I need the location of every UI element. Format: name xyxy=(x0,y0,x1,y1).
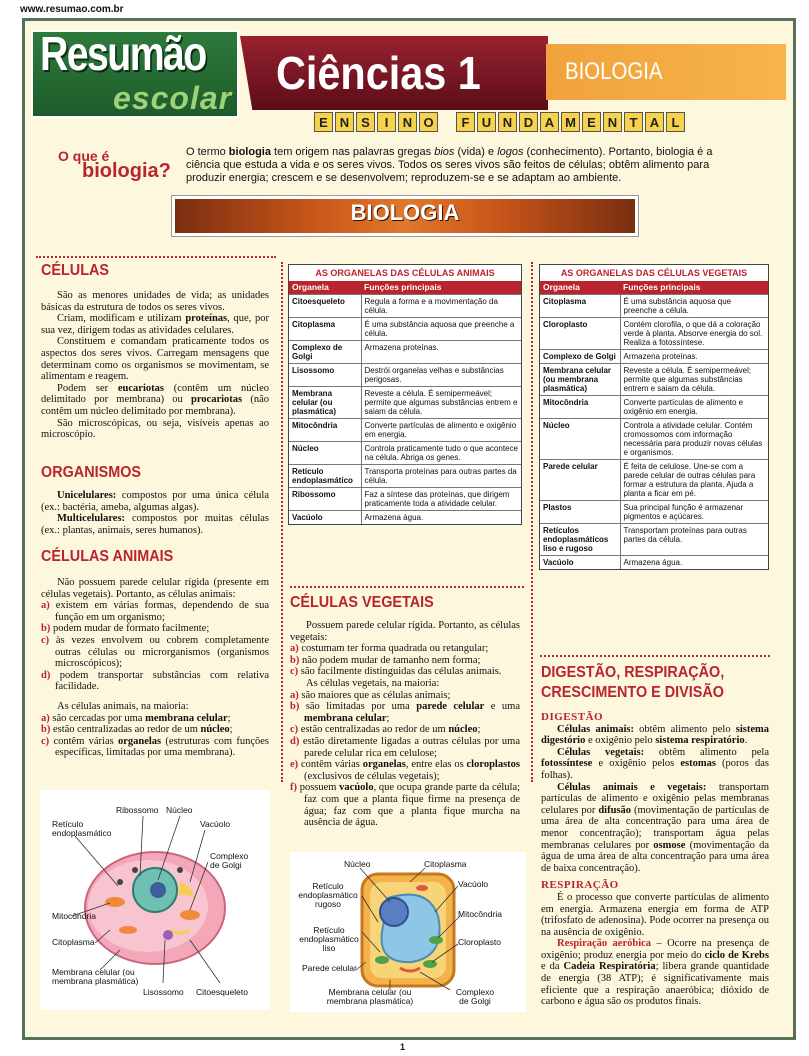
top-divider xyxy=(36,256,276,258)
letter-tile: E xyxy=(582,112,601,132)
diagram-label: Núcleo xyxy=(344,859,371,869)
heading-organismos: ORGANISMOS xyxy=(41,464,142,481)
letter-tile: D xyxy=(519,112,538,132)
list-item: e) contêm várias organelas, entre elas os cloroplastos (exclusivos de células vegetais); xyxy=(290,759,520,782)
list-item: a) são cercadas por uma membrana celular; xyxy=(41,712,231,724)
letter-tile: M xyxy=(561,112,580,132)
diagram-label: Membrana celular (ou membrana plasmática) xyxy=(326,987,414,1006)
diagram-label: Complexo de Golgi xyxy=(210,851,249,870)
column-divider xyxy=(531,262,533,782)
diagram-label: Citoesqueleto xyxy=(196,987,248,997)
celulas-vegetais-text: Possuem parede celular rígida. Portanto, as células vegetais: a) costumam ter forma quadrada ou retangular; b) não podem mudar de tamanho nem forma; c) são facilmente distinguidas das células animais. As células vegetais, na maioria: a) são maiores que as células animais; b) são limitadas por uma parede celular e uma membrana celular; c) estão centralizadas ao redor de um núcleo; d) estão diretamente ligadas a outras células por uma parede celular rica em celulose; e) contêm várias organelas, entre elas os cloroplastos (exclusivos de células vegetais); f) possuem vacúolo, que ocupa grande parte da célula; faz com que a planta fique firme na presença de água; faz com que a planta fique murcha na ausência de água. xyxy=(290,620,521,829)
table-header: Organela xyxy=(289,281,361,295)
table-row: Citoesqueleto Regula a forma e a movimentação da célula. xyxy=(289,295,521,318)
table-row: Plastos Sua principal função é armazenar pigmentos e açúcares. xyxy=(540,501,768,524)
diagram-label: Membrana celular (ou membrana plasmática) xyxy=(52,967,139,986)
diagram-label: Complexo de Golgi xyxy=(455,987,495,1006)
letter-tile: A xyxy=(645,112,664,132)
diagram-label: Parede celular xyxy=(302,963,357,973)
plant-cell-diagram xyxy=(290,852,526,1012)
list-item: a) são maiores que as células animais; xyxy=(290,689,451,701)
table-row: Membrana celular (ou plasmática) Reveste a célula. É semipermeável; permite que algumas substâncias entrem e saiam da célula. xyxy=(289,387,521,419)
logo-escolar: escolar xyxy=(113,80,233,116)
intro-question-line1: O que é xyxy=(58,148,110,164)
diagram-label: Retículo endoplasmático xyxy=(52,819,112,838)
table-header-row xyxy=(540,281,768,295)
table-row: Citoplasma É uma substância aquosa que preenche a célula. xyxy=(289,318,521,341)
animal-cell-diagram xyxy=(40,790,270,1010)
heading-digestao-line1: DIGESTÃO, RESPIRAÇÃO, xyxy=(541,664,725,681)
plant-organelles-table xyxy=(539,264,769,570)
list-item: c) contêm várias organelas (estruturas com funções específicas, limitadas por uma membrana). xyxy=(41,735,269,759)
heading-celulas-animais: CÉLULAS ANIMAIS xyxy=(41,548,174,565)
table-row: Membrana celular (ou membrana plasmática) Reveste a célula. É semipermeável; permite que algumas substâncias entrem e saiam da célula. xyxy=(540,364,768,396)
list-item: a) existem em várias formas, dependendo de sua função em um organismo; xyxy=(41,600,270,623)
diagram-label: Mitocôndria xyxy=(458,909,502,919)
subheading-digestao: DIGESTÃO xyxy=(541,711,604,723)
celulas-text: São as menores unidades de vida; as unidades básicas da estrutura de todos os seres vivos. Criam, modificam e utilizam proteínas, que, por sua vez, dirigem todas as atividades celulares. Constituem e comandam praticamente todos os aspectos dos seres vivos. Carregam mensagens que determinam como os organismos se movimentam, se alimentam e reagem. Podem ser eucariotas (contêm um núcleo delimitado por membrana) ou procariotas (não contêm um núcleo delimitado por membrana). São microscópicas, ou seja, visíveis apenas ao microscópio. xyxy=(41,290,269,441)
diagram-label: Lisossomo xyxy=(143,987,184,997)
list-item: b) não podem mudar de tamanho nem forma; xyxy=(290,654,481,666)
letter-tile: E xyxy=(314,112,333,132)
page-subtitle: BIOLOGIA xyxy=(565,58,663,85)
table-header: Funções principais xyxy=(361,281,521,295)
intro-text: O termo biologia tem origem nas palavras gregas bios (vida) e logos (conhecimento). Portanto, biologia é a ciência que estuda a vida e os seres vivos. Todos os seres vivos são feitos de células; obtêm alimento para produzir energia; crescem e se desenvolvem; reproduzem-se e se adaptam ao ambiente. xyxy=(186,146,713,184)
section-divider xyxy=(290,586,524,588)
list-item: a) costumam ter forma quadrada ou retangular; xyxy=(290,643,489,655)
heading-celulas: CÉLULAS xyxy=(41,262,110,279)
list-item: b) estão centralizadas ao redor de um núcleo; xyxy=(41,724,233,736)
table-row: Retículo endoplasmático Transporta proteínas para outras partes da célula. xyxy=(289,465,521,488)
diagram-label: Retículo endoplasmático rugoso xyxy=(298,881,358,909)
heading-celulas-vegetais: CÉLULAS VEGETAIS xyxy=(290,594,434,611)
animal-organelles-table xyxy=(288,264,522,525)
list-item: b) são limitadas por uma parede celular e uma membrana celular; xyxy=(290,701,520,724)
letter-tile: L xyxy=(666,112,685,132)
letter-tile: F xyxy=(456,112,475,132)
letter-tile: O xyxy=(419,112,438,132)
letter-tile: N xyxy=(603,112,622,132)
diagram-label: Vacúolo xyxy=(458,879,489,889)
list-item: c) são facilmente distinguidas das células animais. xyxy=(290,666,502,678)
logo-resumao: Resumão xyxy=(40,28,206,81)
table-header-row xyxy=(289,281,521,295)
site-url[interactable]: www.resumao.com.br xyxy=(20,4,124,15)
table-header: Organela xyxy=(540,281,620,295)
table-row: Mitocôndria Converte partículas de alimento e oxigênio em energia. xyxy=(540,396,768,419)
section-divider xyxy=(540,655,770,657)
heading-digestao-line2: CRESCIMENTO E DIVISÃO xyxy=(541,684,724,701)
list-item: f) possuem vacúolo, que ocupa grande parte da célula; faz com que a planta fique firme na presença de água; faz com que a planta fique murcha na ausência de água. xyxy=(290,782,521,829)
list-item: c) estão centralizadas ao redor de um núcleo; xyxy=(290,724,481,736)
section-banner-title: BIOLOGIA xyxy=(350,200,460,225)
digestao-text: DIGESTÃO Células animais: obtêm alimento pelo sistema digestório e oxigênio pelo sistema respiratório. Células vegetais: obtêm alimento pela fotossíntese e oxigênio pelos estomas (poros das folhas). Células animais e vegetais: transportam partículas de alimento e oxigênio pelas membranas celulares por difusão (movimentação de partículas de uma área de alta concentração para uma área de menor concentração); transportam água pelas membranas celulares por osmose (movimentação da água de uma área de alta concentração para uma área de baixa concentração). RESPIRAÇÃO É o processo que converte partículas de alimento em energia. Armazena energia em forma de ATP (trifosfato de adenosina). Pode ocorrer na presença ou na ausência de oxigênio. Respiração aeróbica – Ocorre na presença de oxigênio; produz energia por meio do ciclo de Krebs e da Cadeia Respiratória; libera grande quantidade de energia (38 ATP); é significativamente mais eficiente que a respiração anaeróbica; dióxido de carbono e água são os produtos finais. xyxy=(541,711,770,1008)
ensino-fundamental-tiles xyxy=(314,112,685,132)
diagram-label: Vacúolo xyxy=(200,819,231,829)
list-item: d) podem transportar substâncias com relativa facilidade. xyxy=(41,669,269,693)
letter-tile: U xyxy=(477,112,496,132)
celulas-animais-text: Não possuem parede celular rígida (presente em células vegetais). Portanto, as células animais: a) existem em várias formas, dependendo de sua função em um organismo; b) podem mudar de formato facilmente; c) às vezes envolvem ou cobrem completamente outras células ou microrganismos (organismos microscópicos); d) podem transportar substâncias com relativa facilidade. As células animais, na maioria: a) são cercadas por uma membrana celular; b) estão centralizadas ao redor de um núcleo; c) contêm várias organelas (estruturas com funções específicas, limitadas por uma membrana). xyxy=(41,577,270,759)
table-row: Complexo de Golgi Armazena proteínas. xyxy=(540,350,768,364)
list-item: b) podem mudar de formato facilmente; xyxy=(41,623,210,635)
table-row: Lisossomo Destrói organelas velhas e substâncias perigosas. xyxy=(289,364,521,387)
page-number: 1 xyxy=(400,1042,406,1052)
column-divider xyxy=(281,262,283,782)
letter-tile: A xyxy=(540,112,559,132)
table-row: Núcleo Controla a atividade celular. Contém cromossomos com informação necessária para produzir novas células e organismos. xyxy=(540,419,768,460)
table-row: Núcleo Controla praticamente tudo o que acontece na célula. Abriga os genes. xyxy=(289,442,521,465)
table-row: Vacúolo Armazena água. xyxy=(289,511,521,525)
letter-tile: N xyxy=(335,112,354,132)
list-item: c) às vezes envolvem ou cobrem completamente outras células ou microrganismos (organismos microscópicos); xyxy=(41,634,270,670)
subheading-respiracao: RESPIRAÇÃO xyxy=(541,879,619,892)
table-title: AS ORGANELAS DAS CÉLULAS ANIMAIS xyxy=(315,268,495,278)
diagram-label: Núcleo xyxy=(166,805,193,815)
organismos-text: Unicelulares: compostos por uma única célula (ex.: bactéria, ameba, algumas algas). Multicelulares: compostos por muitas células (ex.: plantas, animais, seres humanos). xyxy=(41,490,269,536)
table-row: Ribossomo Faz a síntese das proteínas, que dirigem praticamente toda a atividade celular. xyxy=(289,488,521,511)
diagram-label: Ribossomo xyxy=(116,805,159,815)
table-row: Retículos endoplasmáticos liso e rugoso Transportam proteínas para outras partes da célula. xyxy=(540,524,768,556)
list-item: d) estão diretamente ligadas a outras células por uma parede celular rica em celulose; xyxy=(290,735,520,759)
letter-tile: I xyxy=(377,112,396,132)
table-header: Funções principais xyxy=(620,281,768,295)
intro-question-line2: biologia? xyxy=(82,160,171,182)
page-title: Ciências 1 xyxy=(276,47,481,99)
letter-tile: S xyxy=(356,112,375,132)
letter-tile: T xyxy=(624,112,643,132)
diagram-label: Citoplasma xyxy=(424,859,467,869)
table-row: Parede celular É feita de celulose. Une-se com a parede celular de outras células para formar a estrutura da planta. Ajuda a planta a ficar em pé. xyxy=(540,460,768,501)
diagram-label: Citoplasma xyxy=(52,937,95,947)
table-row: Vacúolo Armazena água. xyxy=(540,556,768,570)
letter-tile: N xyxy=(498,112,517,132)
table-row: Complexo de Golgi Armazena proteínas. xyxy=(289,341,521,364)
table-row: Citoplasma É uma substância aquosa que preenche a célula. xyxy=(540,295,768,318)
table-row: Mitocôndria Converte partículas de alimento e oxigênio em energia. xyxy=(289,419,521,442)
table-row: Cloroplasto Contém clorofila, o que dá a coloração verde à planta. Absorve energia do sol. Realiza a fotossíntese. xyxy=(540,318,768,350)
table-title: AS ORGANELAS DAS CÉLULAS VEGETAIS xyxy=(560,268,748,278)
diagram-label: Cloroplasto xyxy=(458,937,501,947)
diagram-label: Retículo endoplasmático liso xyxy=(299,925,359,953)
diagram-label: Mitocôndria xyxy=(52,911,96,921)
letter-tile: N xyxy=(398,112,417,132)
